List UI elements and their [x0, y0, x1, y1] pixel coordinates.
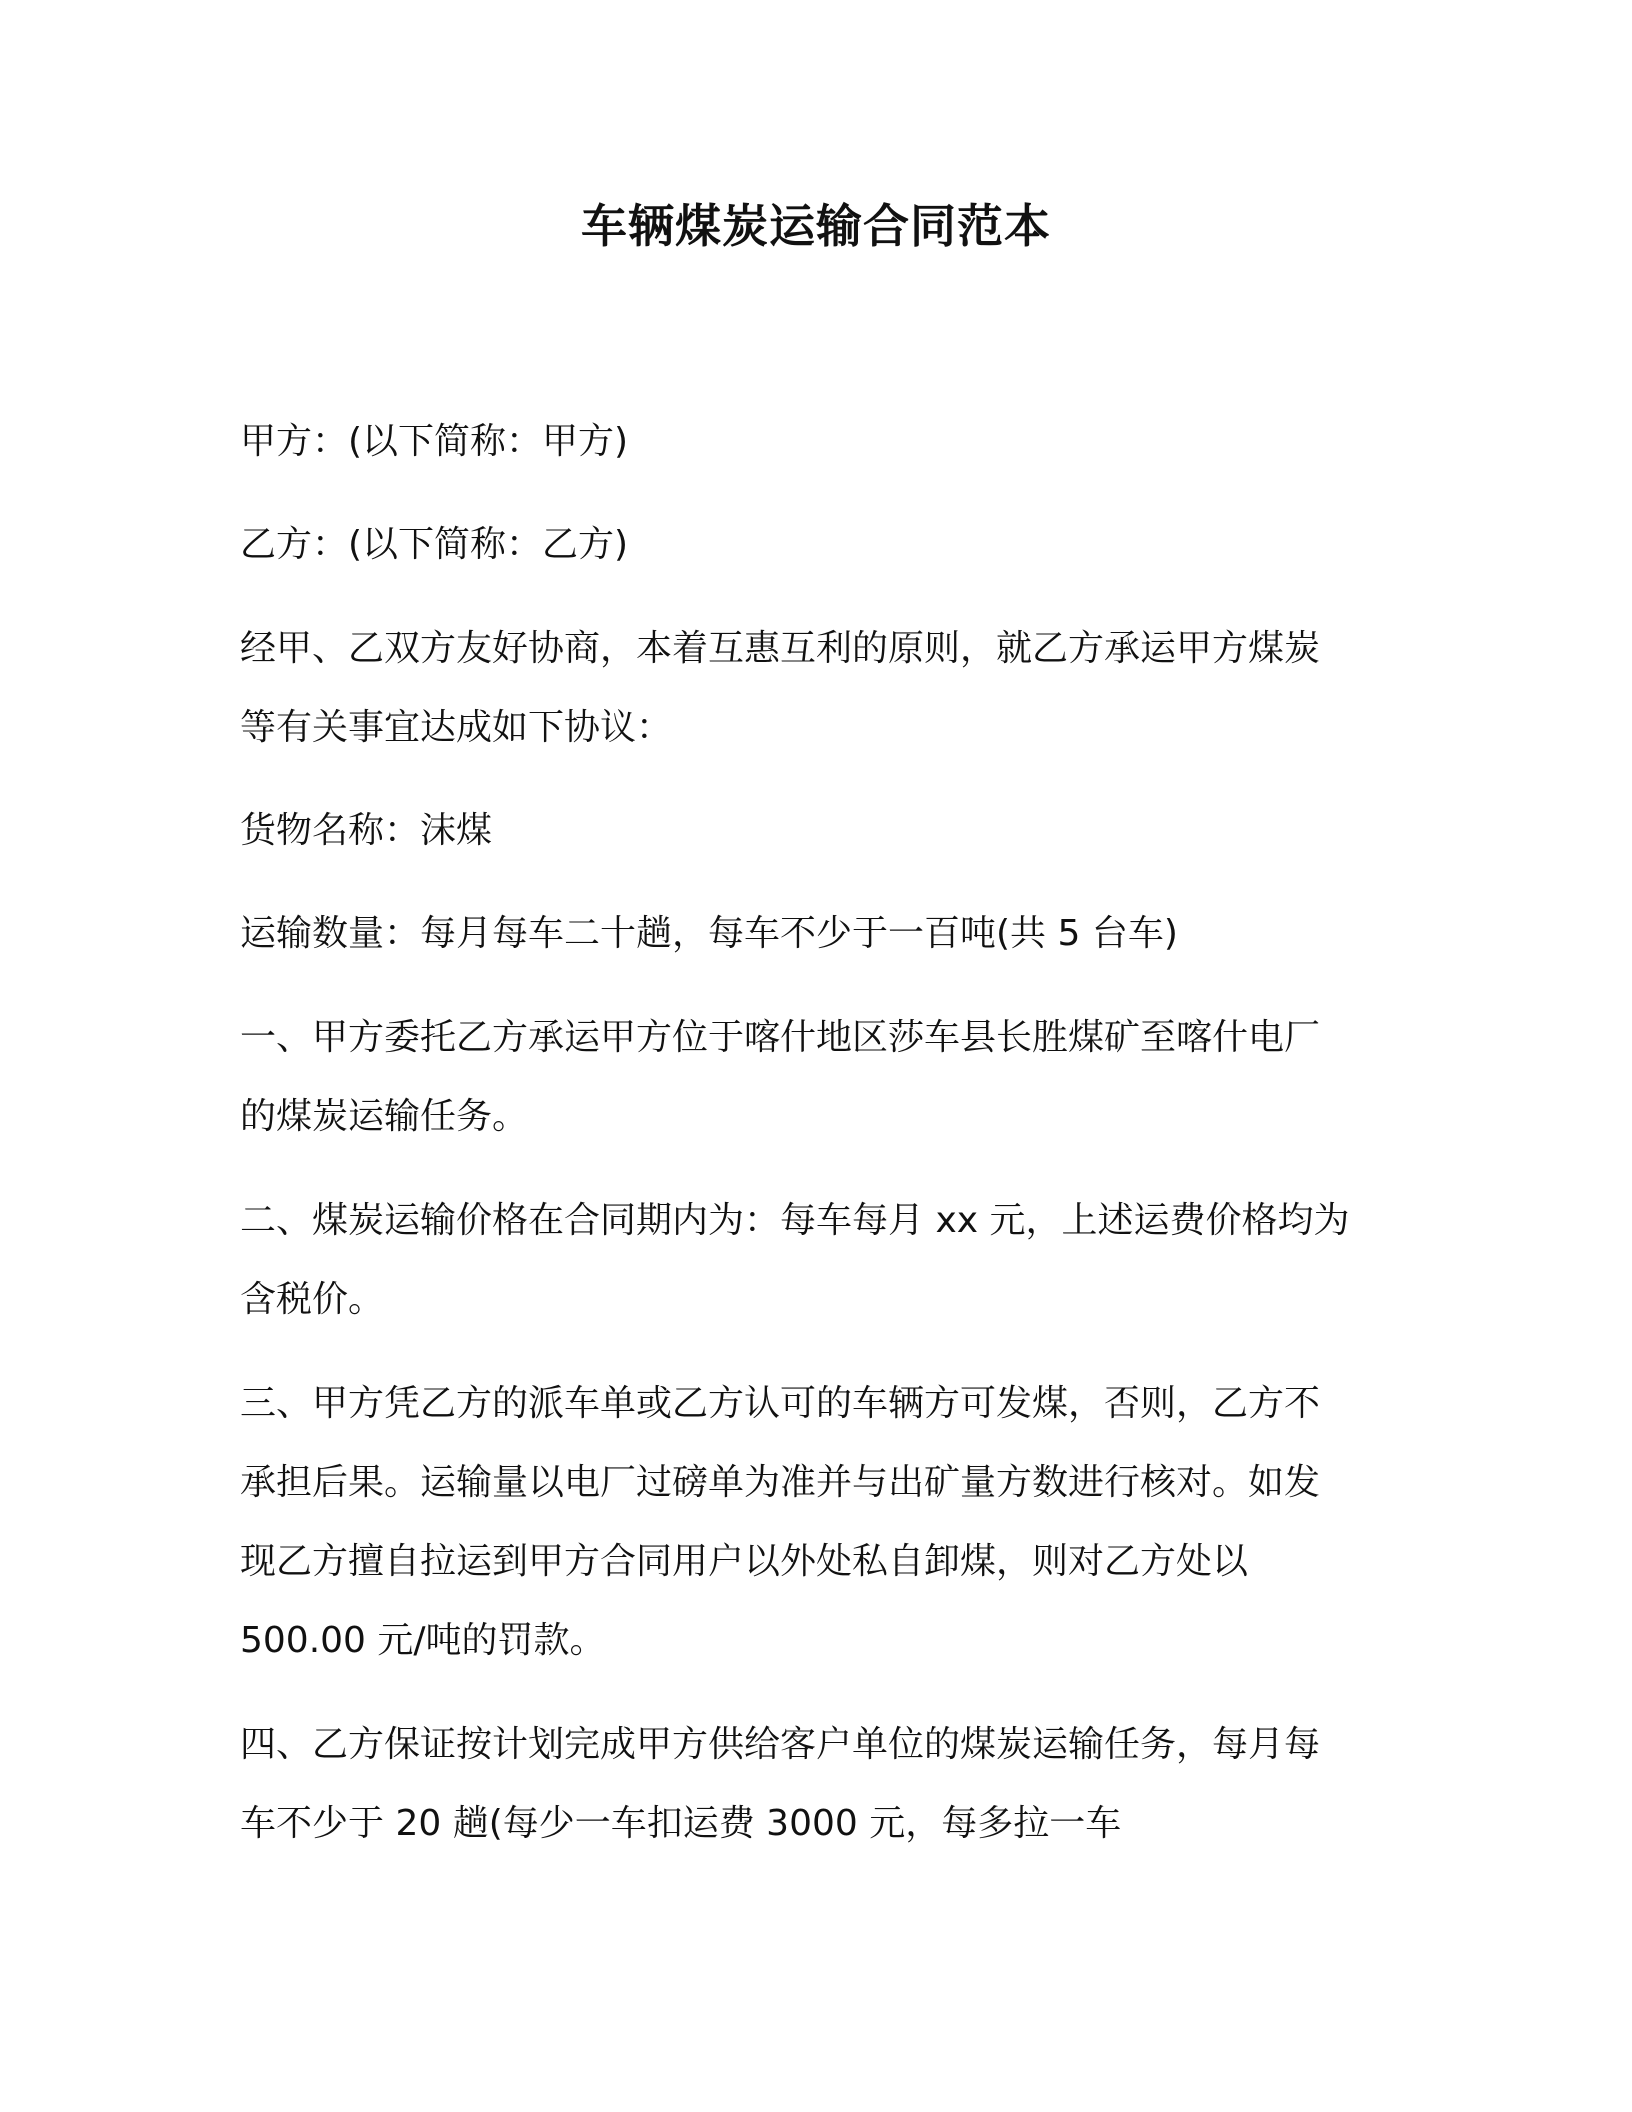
- clause-3-line-4: 500.00 元/吨的罚款。: [240, 1620, 606, 1661]
- preamble-line-2: 等有关事宜达成如下协议：: [240, 707, 673, 748]
- clause-2-line-1: 二、煤炭运输价格在合同期内为：每车每月 xx 元，上述运费价格均为: [240, 1200, 1350, 1241]
- clause-3-line-2: 承担后果。运输量以电厂过磅单为准并与出矿量方数进行核对。如发: [240, 1462, 1321, 1503]
- party-b-line: 乙方：(以下简称：乙方): [240, 524, 629, 565]
- transport-quantity-line: 运输数量：每月每车二十趟，每车不少于一百吨(共 5 台车): [240, 913, 1178, 954]
- clause-4-line-2: 车不少于 20 趟(每少一车扣运费 3000 元，每多拉一车: [240, 1803, 1122, 1844]
- clause-1-line-1: 一、甲方委托乙方承运甲方位于喀什地区莎车县长胜煤矿至喀什电厂: [240, 1017, 1321, 1058]
- clause-3-line-3: 现乙方擅自拉运到甲方合同用户以外处私自卸煤，则对乙方处以: [240, 1541, 1249, 1582]
- clause-2-line-2: 含税价。: [240, 1279, 385, 1320]
- clause-3-line-1: 三、甲方凭乙方的派车单或乙方认可的车辆方可发煤，否则，乙方不: [240, 1383, 1321, 1424]
- preamble-line-1: 经甲、乙双方友好协商，本着互惠互利的原则，就乙方承运甲方煤炭: [240, 628, 1321, 669]
- party-a-line: 甲方：(以下简称：甲方): [240, 421, 629, 462]
- clause-4-line-1: 四、乙方保证按计划完成甲方供给客户单位的煤炭运输任务，每月每: [240, 1724, 1321, 1765]
- document-title: 车辆煤炭运输合同范本: [581, 199, 1051, 253]
- goods-name-line: 货物名称：沫煤: [240, 810, 493, 851]
- clause-1-line-2: 的煤炭运输任务。: [240, 1096, 529, 1137]
